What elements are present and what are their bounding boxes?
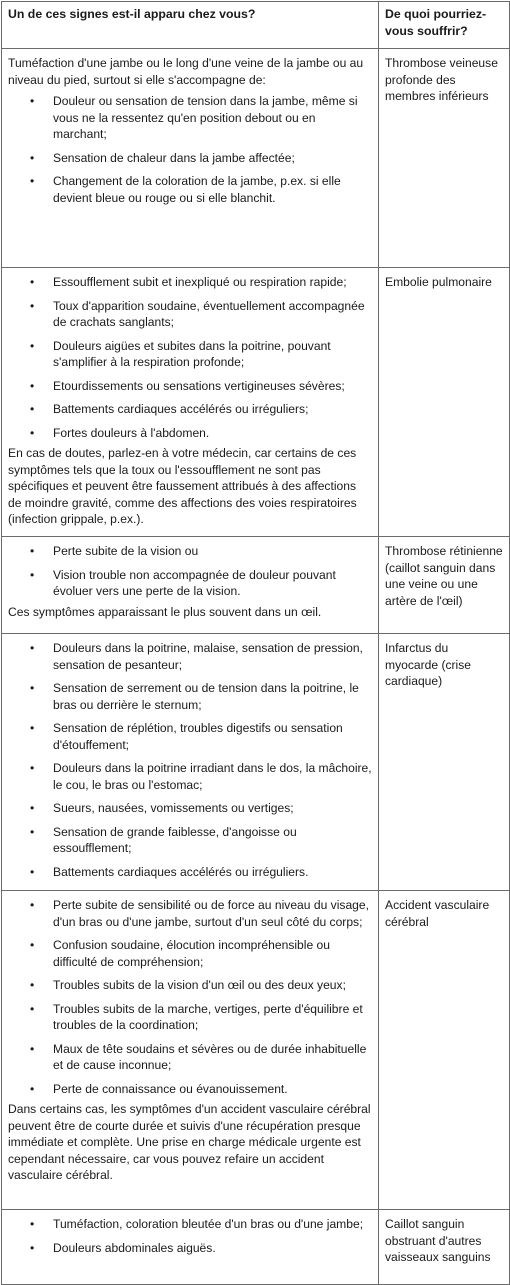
table-row xyxy=(2,49,510,268)
table-row xyxy=(2,634,510,891)
list-item: • Sueurs, nausées, vomissements ou vertiges; xyxy=(8,800,372,817)
list-item: • Battements cardiaques accélérés ou irréguliers. xyxy=(8,864,372,881)
symptom-list xyxy=(8,93,372,206)
signs-cell xyxy=(2,634,379,891)
list-item: • Douleurs aigües et subites dans la poitrine, pouvant s'amplifier à la respiration profonde; xyxy=(8,338,372,371)
table-row xyxy=(2,537,510,634)
list-item: • Sensation de chaleur dans la jambe affectée; xyxy=(8,150,372,167)
list-item: • Perte de connaissance ou évanouissement. xyxy=(8,1081,372,1098)
signs-cell xyxy=(2,891,379,1210)
table-row xyxy=(2,268,510,537)
list-item: • Fortes douleurs à l'abdomen. xyxy=(8,425,372,442)
list-item: • Toux d'apparition soudaine, éventuellement accompagnée de crachats sanglants; xyxy=(8,298,372,331)
list-item: • Changement de la coloration de la jambe, p.ex. si elle devient bleue ou rouge ou si elle blanchit. xyxy=(8,173,372,206)
signs-note: Dans certains cas, les symptômes d'un accident vasculaire cérébral peuvent être de courte durée et suivis d'une récupération presque immédiate et complète. Une prise en charge médicale urgente est cependant nécessaire, car vous pouvez refaire un accident vasculaire cérébral. xyxy=(8,1102,371,1182)
list-item: • Essoufflement subit et inexpliqué ou respiration rapide; xyxy=(8,274,372,291)
list-item: • Perte subite de la vision ou xyxy=(8,543,372,560)
condition-cell: Embolie pulmonaire xyxy=(379,268,510,537)
symptom-list xyxy=(8,274,372,441)
list-item: • Sensation de réplétion, troubles digestifs ou sensation d'étouffement; xyxy=(8,720,372,753)
list-item: • Battements cardiaques accélérés ou irréguliers; xyxy=(8,401,372,418)
signs-cell xyxy=(2,268,379,537)
list-item: • Douleurs dans la poitrine irradiant dans le dos, la mâchoire, le cou, le bras ou l'estomac; xyxy=(8,760,372,793)
signs-cell xyxy=(2,537,379,634)
list-item: • Vision trouble non accompagnée de douleur pouvant évoluer vers une perte de la vision. xyxy=(8,567,372,600)
symptom-list xyxy=(8,1216,372,1256)
table-header-row xyxy=(2,2,510,49)
signs-cell xyxy=(2,1210,379,1285)
symptoms-table xyxy=(1,1,510,1285)
list-item: • Douleurs abdominales aiguës. xyxy=(8,1240,372,1257)
signs-cell xyxy=(2,49,379,268)
symptom-list xyxy=(8,897,372,1097)
condition-cell: Thrombose veineuse profonde des membres inférieurs xyxy=(379,49,510,268)
list-item: • Douleurs dans la poitrine, malaise, sensation de pression, sensation de pesanteur; xyxy=(8,640,372,673)
condition-cell: Thrombose rétinienne (caillot sanguin dans une veine ou une artère de l'œil) xyxy=(379,537,510,634)
list-item: • Maux de tête soudains et sévères ou de durée inhabituelle et de cause inconnue; xyxy=(8,1041,372,1074)
condition-cell: Caillot sanguin obstruant d'autres vaisseaux sanguins xyxy=(379,1210,510,1285)
signs-intro: Tuméfaction d'une jambe ou le long d'une veine de la jambe ou au niveau du pied, surtout si elle s'accompagne de: xyxy=(8,56,364,87)
condition-cell: Infarctus du myocarde (crise cardiaque) xyxy=(379,634,510,891)
list-item: • Sensation de serrement ou de tension dans la poitrine, le bras ou derrière le sternum; xyxy=(8,680,372,713)
signs-note: Ces symptômes apparaissant le plus souvent dans un œil. xyxy=(8,604,322,619)
list-item: • Troubles subits de la vision d'un œil ou des deux yeux; xyxy=(8,977,372,994)
symptom-list xyxy=(8,543,372,600)
list-item: • Douleur ou sensation de tension dans la jambe, même si vous ne la ressentez qu'en position debout ou en marchant; xyxy=(8,93,372,143)
header-condition: De quoi pourriez-vous souffrir? xyxy=(379,2,510,49)
header-signs: Un de ces signes est-il apparu chez vous? xyxy=(2,2,379,49)
condition-cell: Accident vasculaire cérébral xyxy=(379,891,510,1210)
table-row xyxy=(2,1210,510,1285)
list-item: • Confusion soudaine, élocution incompréhensible ou difficulté de compréhension; xyxy=(8,937,372,970)
list-item: • Perte subite de sensibilité ou de force au niveau du visage, d'un bras ou d'une jambe, surtout d'un seul côté du corps; xyxy=(8,897,372,930)
symptom-list xyxy=(8,640,372,880)
list-item: • Etourdissements ou sensations vertigineuses sévères; xyxy=(8,378,372,395)
list-item: • Sensation de grande faiblesse, d'angoisse ou essoufflement; xyxy=(8,824,372,857)
table-row xyxy=(2,891,510,1210)
list-item: • Troubles subits de la marche, vertiges, perte d'équilibre et troubles de la coordination; xyxy=(8,1001,372,1034)
signs-note: En cas de doutes, parlez-en à votre médecin, car certains de ces symptômes tels que la toux ou l'essoufflement ne sont pas spécifiques et peuvent être faussement attribués à des affections de moindre gravité, comme des affections des voies respiratoires (infection grippale, p.ex.). xyxy=(8,446,357,526)
list-item: • Tuméfaction, coloration bleutée d'un bras ou d'une jambe; xyxy=(8,1216,372,1233)
